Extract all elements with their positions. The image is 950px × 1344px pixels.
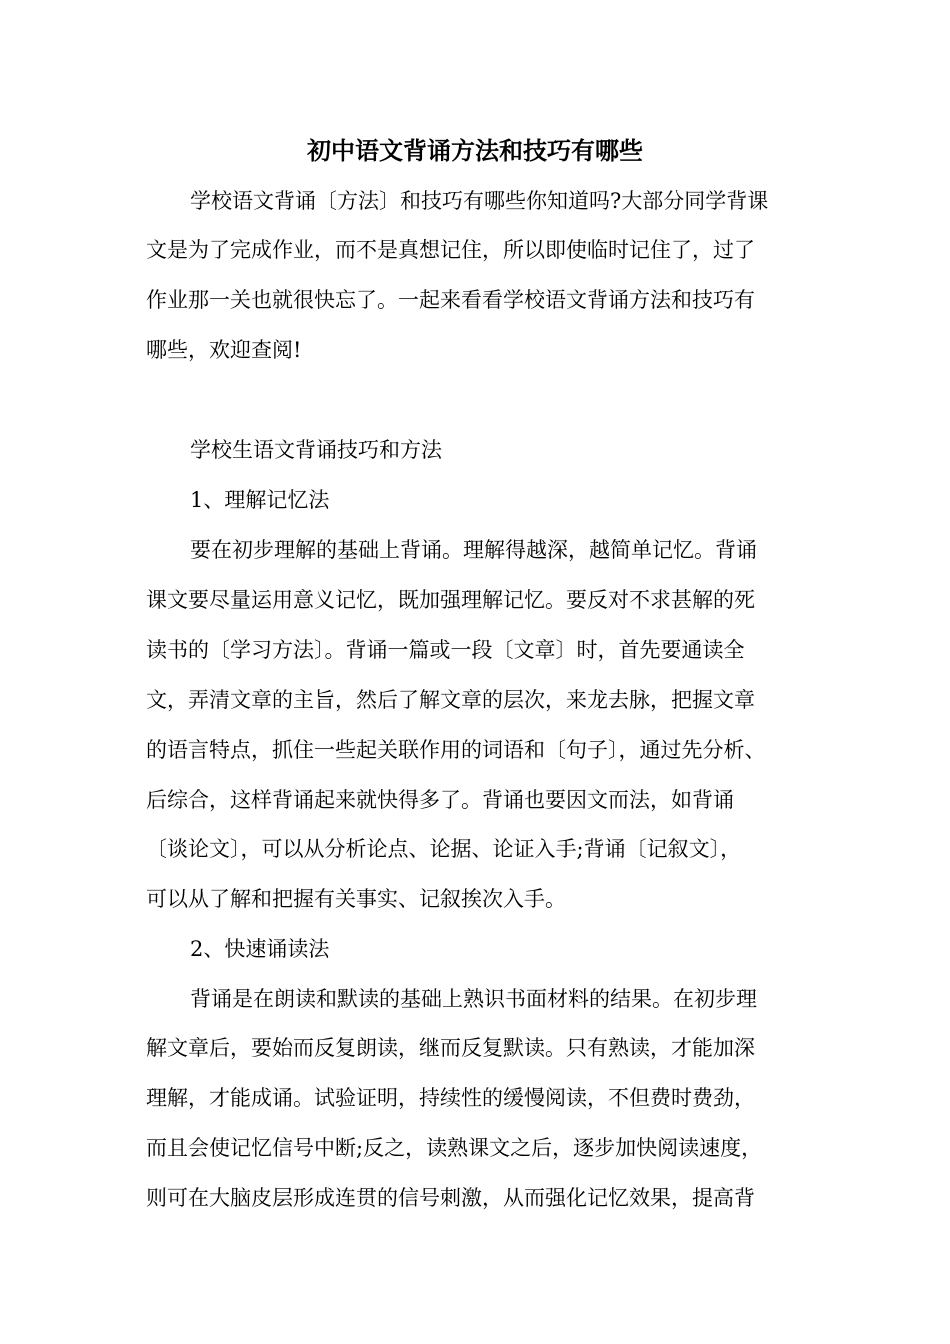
paragraph-1-line-5: 的语言特点，抓住一些起关联作用的词语和〔句子〕，通过先分析、 (146, 738, 766, 762)
subheading-2: 2、快速诵读法 (190, 937, 330, 961)
paragraph-2-line-2: 解文章后，要始而反复朗读，继而反复默读。只有熟读，才能加深 (146, 1036, 755, 1060)
paragraph-2-line-5: 则可在大脑皮层形成连贯的信号刺激，从而强化记忆效果，提高背 (146, 1186, 755, 1210)
paragraph-1-line-6: 后综合，这样背诵起来就快得多了。背诵也要因文而法，如背诵 (146, 788, 734, 812)
intro-line-2: 文是为了完成作业，而不是真想记住，所以即使临时记住了，过了 (146, 238, 755, 262)
paragraph-1-line-7: 〔谈论文〕，可以从分析论点、论据、论证入手;背诵〔记叙文〕， (146, 837, 742, 861)
paragraph-1-line-2: 课文要尽量运用意义记忆，既加强理解记忆。要反对不求甚解的死 (146, 588, 755, 612)
subheading-1: 1、理解记忆法 (190, 488, 330, 512)
intro-line-1: 学校语文背诵〔方法〕和技巧有哪些你知道吗?大部分同学背课 (190, 189, 769, 213)
paragraph-2-line-3: 理解，才能成诵。试验证明，持续性的缓慢阅读，不但费时费劲， (146, 1086, 755, 1110)
paragraph-1-line-4: 文，弄清文章的主旨，然后了解文章的层次，来龙去脉，把握文章 (146, 688, 755, 712)
paragraph-2-line-1: 背诵是在朗读和默读的基础上熟识书面材料的结果。在初步理 (190, 987, 757, 1011)
document-title: 初中语文背诵方法和技巧有哪些 (307, 136, 643, 165)
paragraph-1-line-3: 读书的〔学习方法〕。背诵一篇或一段〔文章〕时，首先要通读全 (146, 638, 745, 662)
intro-line-4: 哪些，欢迎查阅! (146, 338, 302, 362)
paragraph-2-line-4: 而且会使记忆信号中断;反之，读熟课文之后，逐步加快阅读速度， (146, 1136, 763, 1160)
intro-line-3: 作业那一关也就很快忘了。一起来看看学校语文背诵方法和技巧有 (146, 288, 755, 312)
paragraph-1-line-8: 可以从了解和把握有关事实、记叙挨次入手。 (146, 887, 566, 911)
paragraph-1-line-1: 要在初步理解的基础上背诵。理解得越深，越简单记忆。背诵 (190, 538, 757, 562)
section-heading: 学校生语文背诵技巧和方法 (190, 438, 442, 462)
